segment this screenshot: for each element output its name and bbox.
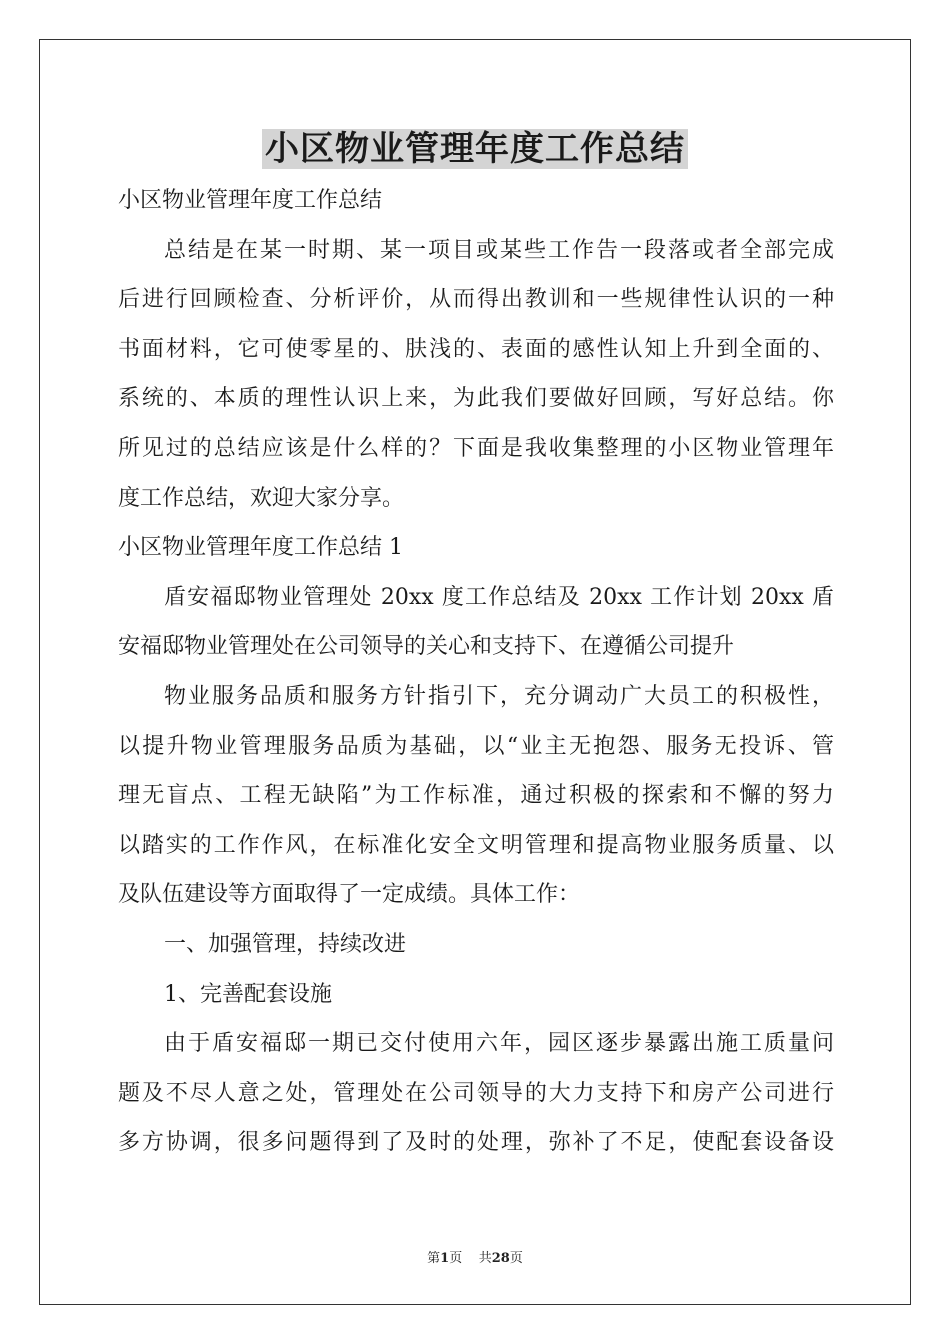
document-title bbox=[0, 124, 950, 174]
text-line: 所见过的总结应该是什么样的？下面是我收集整理的小区物业管理年 bbox=[118, 435, 834, 461]
text-line: 物业服务品质和服务方针指引下，充分调动广大员工的积极性， bbox=[164, 683, 834, 709]
text-line: 小区物业管理年度工作总结 1 bbox=[118, 535, 403, 561]
document-title-text: 小区物业管理年度工作总结 bbox=[262, 129, 688, 169]
text-line: 题及不尽人意之处，管理处在公司领导的大力支持下和房产公司进行 bbox=[118, 1080, 834, 1106]
text-line: 系统的、本质的理性认识上来，为此我们要做好回顾，写好总结。你 bbox=[118, 386, 834, 412]
text-line: 理无盲点、工程无缺陷”为工作标准，通过积极的探索和不懈的努力 bbox=[118, 783, 834, 809]
footer-mid: 页 共 bbox=[449, 1251, 492, 1266]
document-body bbox=[118, 176, 834, 1168]
text-line: 以提升物业管理服务品质为基础，以“业主无抱怨、服务无投诉、管 bbox=[118, 733, 834, 759]
text-line: 书面材料，它可使零星的、肤浅的、表面的感性认知上升到全面的、 bbox=[118, 336, 834, 362]
text-line: 多方协调，很多问题得到了及时的处理，弥补了不足，使配套设备设 bbox=[118, 1130, 834, 1156]
text-line: 以踏实的工作作风，在标准化安全文明管理和提高物业服务质量、以 bbox=[118, 832, 834, 858]
footer-total-pages: 28 bbox=[491, 1251, 510, 1266]
text-line: 一、加强管理，持续改进 bbox=[164, 931, 407, 957]
footer-suffix: 页 bbox=[509, 1251, 523, 1266]
text-line: 安福邸物业管理处在公司领导的关心和支持下、在遵循公司提升 bbox=[118, 634, 735, 660]
footer-page-number: 1 bbox=[440, 1251, 450, 1266]
text-line: 盾安福邸物业管理处 20xx 度工作总结及 20xx 工作计划 20xx 盾 bbox=[164, 584, 834, 610]
page-footer bbox=[0, 1247, 950, 1266]
text-line: 后进行回顾检查、分析评价，从而得出教训和一些规律性认识的一种 bbox=[118, 287, 834, 313]
text-line: 度工作总结，欢迎大家分享。 bbox=[118, 485, 405, 511]
text-line: 及队伍建设等方面取得了一定成绩。具体工作： bbox=[118, 882, 581, 908]
text-line: 小区物业管理年度工作总结 bbox=[118, 188, 383, 213]
text-line: 由于盾安福邸一期已交付使用六年，园区逐步暴露出施工质量问 bbox=[164, 1031, 834, 1057]
text-line: 总结是在某一时期、某一项目或某些工作告一段落或者全部完成 bbox=[164, 237, 834, 263]
footer-prefix: 第 bbox=[427, 1251, 441, 1266]
text-line: 1、完善配套设施 bbox=[164, 981, 332, 1007]
